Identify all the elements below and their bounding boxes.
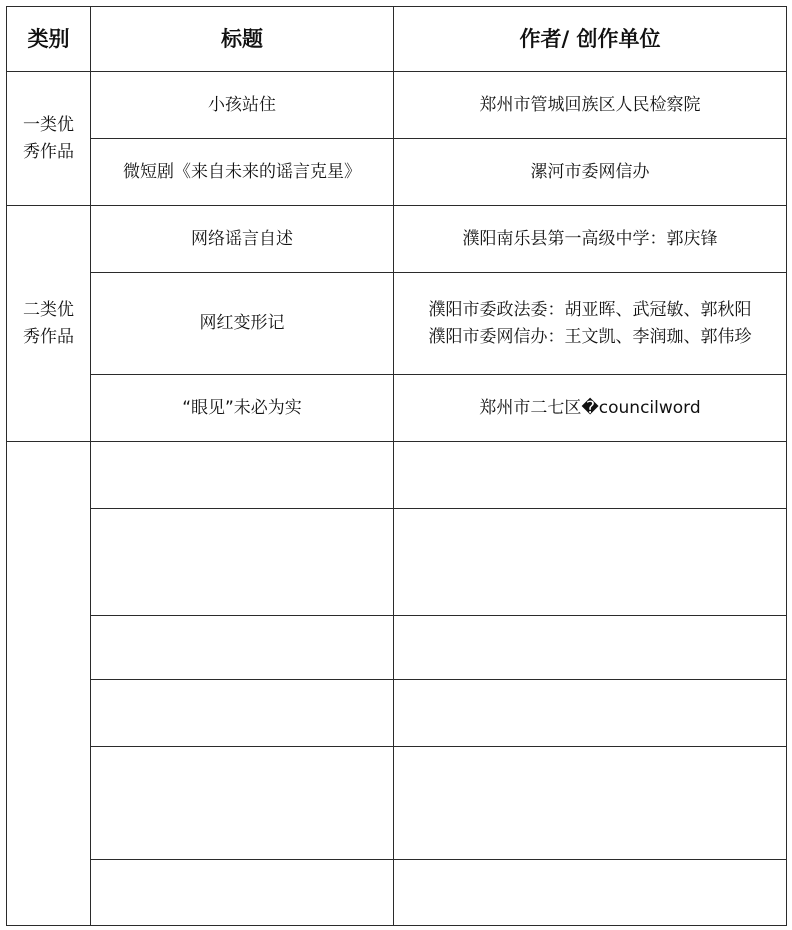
title-cell bbox=[91, 747, 394, 860]
awards-table bbox=[6, 6, 787, 926]
author-cell: 濮阳南乐县第一高级中学：郭庆锋 bbox=[394, 206, 787, 273]
author-cell bbox=[394, 616, 787, 680]
header-row bbox=[7, 7, 787, 72]
title-cell: 网络谣言自述 bbox=[91, 206, 394, 273]
title-cell bbox=[91, 509, 394, 616]
category-cell-1: 一类优 秀作品 bbox=[7, 72, 91, 206]
table-row bbox=[7, 72, 787, 139]
author-cell bbox=[394, 509, 787, 616]
header-author: 作者/ 创作单位 bbox=[394, 7, 787, 72]
title-cell bbox=[91, 442, 394, 509]
title-cell bbox=[91, 680, 394, 747]
title-cell bbox=[91, 860, 394, 926]
author-cell: 郑州市二七区�councilword bbox=[394, 375, 787, 442]
table-row bbox=[7, 616, 787, 680]
table-row bbox=[7, 442, 787, 509]
author-cell: 漯河市委网信办 bbox=[394, 139, 787, 206]
table-row bbox=[7, 139, 787, 206]
category-cell-3 bbox=[7, 442, 91, 926]
table-row bbox=[7, 273, 787, 375]
table-row bbox=[7, 747, 787, 860]
author-cell: 濮阳市委政法委：胡亚晖、武冠敏、郭秋阳 濮阳市委网信办：王文凯、李润珈、郭伟珍 bbox=[394, 273, 787, 375]
author-cell bbox=[394, 680, 787, 747]
table-row bbox=[7, 206, 787, 273]
title-cell bbox=[91, 616, 394, 680]
header-title: 标题 bbox=[91, 7, 394, 72]
author-cell bbox=[394, 442, 787, 509]
table-row bbox=[7, 680, 787, 747]
title-cell: 小孩站住 bbox=[91, 72, 394, 139]
table-row bbox=[7, 509, 787, 616]
category-cell-2: 二类优 秀作品 bbox=[7, 206, 91, 442]
author-cell: 郑州市管城回族区人民检察院 bbox=[394, 72, 787, 139]
title-cell: 网红变形记 bbox=[91, 273, 394, 375]
table-row bbox=[7, 375, 787, 442]
title-cell: 微短剧《来自未来的谣言克星》 bbox=[91, 139, 394, 206]
table-row bbox=[7, 860, 787, 926]
title-cell: “眼见”未必为实 bbox=[91, 375, 394, 442]
author-cell bbox=[394, 860, 787, 926]
header-category: 类别 bbox=[7, 7, 91, 72]
author-cell bbox=[394, 747, 787, 860]
